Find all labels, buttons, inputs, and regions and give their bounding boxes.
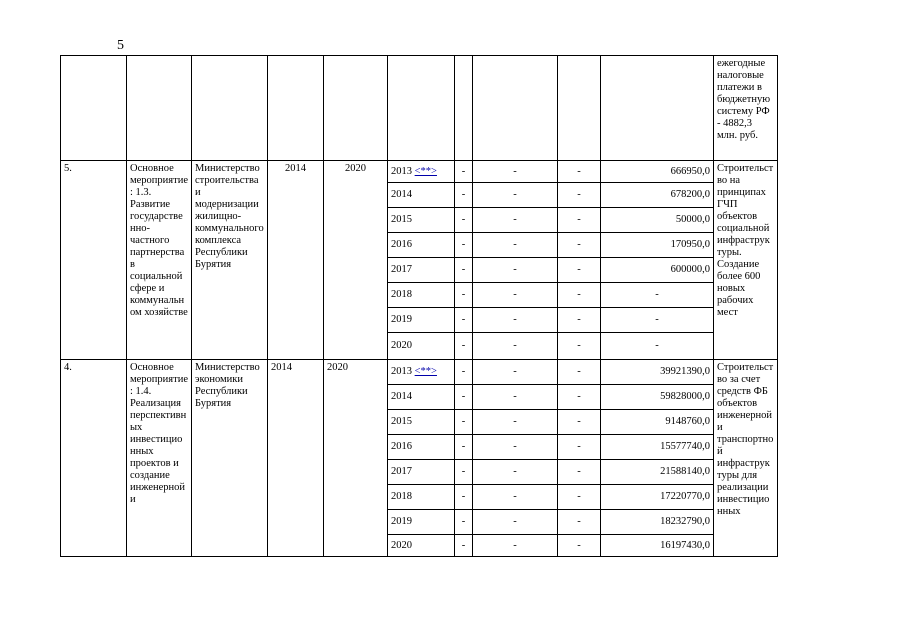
year-cell xyxy=(388,208,455,233)
amount-cell: 9148760,0 xyxy=(601,410,714,435)
executor-name: Министерство строительства и модернизации жилищно-коммунального комплекса Республики Бурятия xyxy=(192,161,268,360)
value-cell: - xyxy=(473,460,558,485)
year-cell xyxy=(388,283,455,308)
year-cell xyxy=(388,360,455,385)
year-label: 2014 xyxy=(391,189,412,200)
year-cell xyxy=(388,435,455,460)
amount-cell: 39921390,0 xyxy=(601,360,714,385)
value-cell: - xyxy=(558,410,601,435)
year-cell xyxy=(388,308,455,333)
result-note-cell: ежегодные налоговые платежи в бюджетную систему РФ - 4882,3 млн. руб. xyxy=(714,56,778,161)
amount-cell: 21588140,0 xyxy=(601,460,714,485)
end-year: 2020 xyxy=(324,360,388,557)
value-cell: - xyxy=(455,485,473,510)
year-cell xyxy=(388,535,455,557)
year-label: 2019 xyxy=(391,516,412,527)
continuation-row xyxy=(61,56,778,161)
executor-name: Министерство экономики Республики Бурятия xyxy=(192,360,268,557)
empty-cell xyxy=(558,56,601,161)
value-cell: - xyxy=(455,360,473,385)
amount-cell: 16197430,0 xyxy=(601,535,714,557)
value-cell: - xyxy=(473,258,558,283)
value-cell: - xyxy=(558,385,601,410)
amount-cell: - xyxy=(601,308,714,333)
amount-cell: 50000,0 xyxy=(601,208,714,233)
year-label: 2015 xyxy=(391,214,412,225)
program-table xyxy=(60,55,778,557)
start-year: 2014 xyxy=(268,161,324,360)
year-cell xyxy=(388,410,455,435)
value-cell: - xyxy=(558,333,601,360)
amount-cell: - xyxy=(601,283,714,308)
empty-cell xyxy=(473,56,558,161)
year-label: 2014 xyxy=(391,391,412,402)
value-cell: - xyxy=(473,385,558,410)
year-label: 2013 xyxy=(391,165,412,177)
empty-cell xyxy=(192,56,268,161)
amount-cell: 15577740,0 xyxy=(601,435,714,460)
value-cell: - xyxy=(473,510,558,535)
year-cell xyxy=(388,183,455,208)
end-year: 2020 xyxy=(324,161,388,360)
value-cell: - xyxy=(455,410,473,435)
value-cell: - xyxy=(455,510,473,535)
value-cell: - xyxy=(558,435,601,460)
value-cell: - xyxy=(558,233,601,258)
value-cell: - xyxy=(558,360,601,385)
year-label: 2020 xyxy=(391,340,412,351)
value-cell: - xyxy=(455,283,473,308)
year-cell xyxy=(388,258,455,283)
value-cell: - xyxy=(558,510,601,535)
value-cell: - xyxy=(473,208,558,233)
year-cell xyxy=(388,510,455,535)
start-year: 2014 xyxy=(268,360,324,557)
page-number: 5 xyxy=(117,38,124,53)
result-note-cell: Строительство за счет средств ФБ объектов инженерной и транспортной инфраструктуры для реализации инвестиционных xyxy=(714,360,778,557)
amount-cell: - xyxy=(601,333,714,360)
amount-cell: 59828000,0 xyxy=(601,385,714,410)
value-cell: - xyxy=(455,183,473,208)
year-cell xyxy=(388,161,455,183)
year-label: 2017 xyxy=(391,264,412,275)
empty-cell xyxy=(601,56,714,161)
year-cell xyxy=(388,485,455,510)
value-cell: - xyxy=(473,161,558,183)
empty-cell xyxy=(268,56,324,161)
year-cell xyxy=(388,460,455,485)
value-cell: - xyxy=(473,283,558,308)
year-label: 2016 xyxy=(391,239,412,250)
amount-cell: 17220770,0 xyxy=(601,485,714,510)
value-cell: - xyxy=(558,161,601,183)
value-cell: - xyxy=(473,233,558,258)
empty-cell xyxy=(455,56,473,161)
value-cell: - xyxy=(558,535,601,557)
empty-cell xyxy=(127,56,192,161)
year-label: 2018 xyxy=(391,289,412,300)
value-cell: - xyxy=(455,435,473,460)
value-cell: - xyxy=(558,283,601,308)
value-cell: - xyxy=(455,208,473,233)
year-row xyxy=(61,360,778,385)
value-cell: - xyxy=(455,460,473,485)
value-cell: - xyxy=(473,183,558,208)
year-cell xyxy=(388,233,455,258)
year-label: 2016 xyxy=(391,441,412,452)
amount-cell: 666950,0 xyxy=(601,161,714,183)
value-cell: - xyxy=(455,535,473,557)
year-cell xyxy=(388,333,455,360)
year-row xyxy=(61,161,778,183)
value-cell: - xyxy=(558,258,601,283)
year-cell xyxy=(388,385,455,410)
year-label: 2019 xyxy=(391,314,412,325)
footnote-link[interactable]: <**> xyxy=(414,165,437,177)
value-cell: - xyxy=(473,535,558,557)
value-cell: - xyxy=(455,161,473,183)
value-cell: - xyxy=(558,308,601,333)
year-label: 2013 xyxy=(391,366,412,377)
amount-cell: 18232790,0 xyxy=(601,510,714,535)
value-cell: - xyxy=(558,485,601,510)
value-cell: - xyxy=(558,460,601,485)
year-label: 2017 xyxy=(391,466,412,477)
amount-cell: 170950,0 xyxy=(601,233,714,258)
footnote-link[interactable]: <**> xyxy=(414,366,437,377)
year-label: 2015 xyxy=(391,416,412,427)
value-cell: - xyxy=(455,385,473,410)
value-cell: - xyxy=(558,208,601,233)
value-cell: - xyxy=(455,333,473,360)
value-cell: - xyxy=(455,233,473,258)
amount-cell: 678200,0 xyxy=(601,183,714,208)
result-note-cell: Строительство на принципах ГЧП объектов социальной инфраструктуры. Создание более 600 новых рабочих мест xyxy=(714,161,778,360)
year-label: 2018 xyxy=(391,491,412,502)
empty-cell xyxy=(61,56,127,161)
activity-name: Основное мероприятие: 1.3. Развитие государственно-частного партнерства в социальной сфере и коммунальном хозяйстве xyxy=(127,161,192,360)
value-cell: - xyxy=(558,183,601,208)
value-cell: - xyxy=(473,308,558,333)
value-cell: - xyxy=(473,360,558,385)
year-label: 2020 xyxy=(391,539,412,551)
value-cell: - xyxy=(473,410,558,435)
value-cell: - xyxy=(473,485,558,510)
item-number: 4. xyxy=(61,360,127,557)
value-cell: - xyxy=(473,435,558,460)
item-number: 5. xyxy=(61,161,127,360)
value-cell: - xyxy=(455,308,473,333)
value-cell: - xyxy=(473,333,558,360)
value-cell: - xyxy=(455,258,473,283)
empty-cell xyxy=(388,56,455,161)
amount-cell: 600000,0 xyxy=(601,258,714,283)
empty-cell xyxy=(324,56,388,161)
activity-name: Основное мероприятие: 1.4. Реализация перспективных инвестиционных проектов и создание инженерной и xyxy=(127,360,192,557)
